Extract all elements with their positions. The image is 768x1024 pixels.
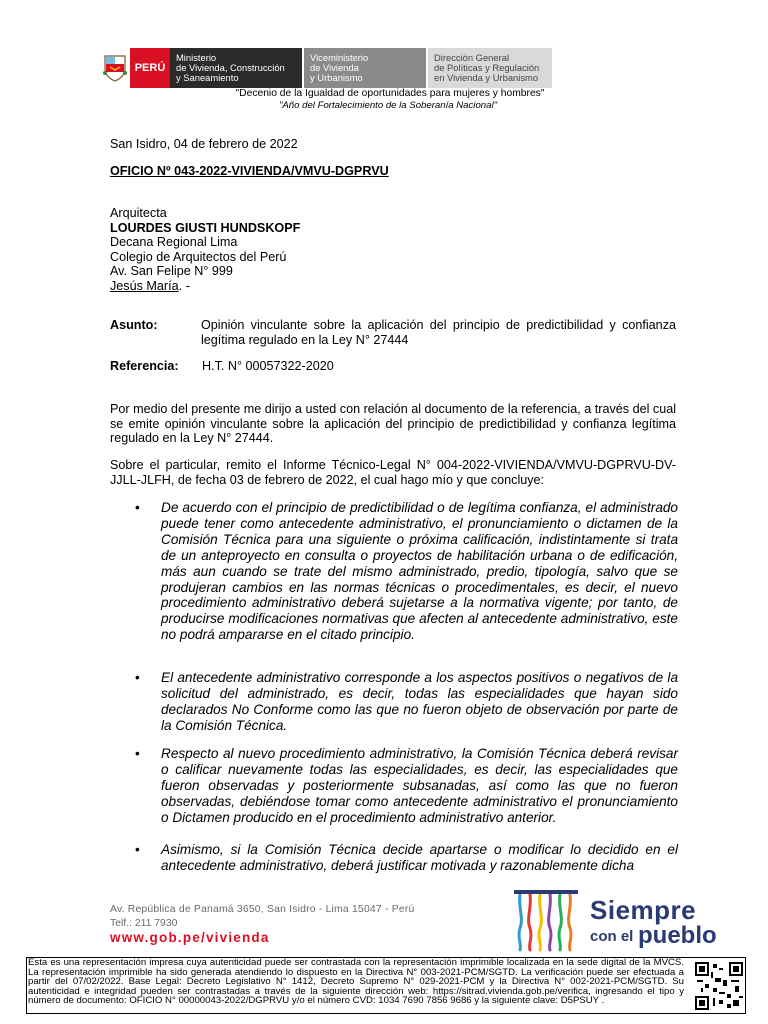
referencia-text: H.T. N° 00057322-2020 bbox=[202, 359, 334, 373]
viceministry-name: Viceministerio de Vivienda y Urbanismo bbox=[302, 48, 426, 88]
addressee-district: Jesús María. - bbox=[110, 278, 190, 293]
addressee-name: LOURDES GIUSTI HUNDSKOPF bbox=[110, 220, 301, 235]
decenio-motto: "Decenio de la Igualdad de oportunidades para mujeres y hombres" bbox=[235, 88, 545, 99]
footer-website-link[interactable]: www.gob.pe/vivienda bbox=[110, 930, 270, 945]
slogan-siempre: Siempre bbox=[590, 895, 697, 925]
ministry-name: Ministerio de Vivienda, Construcción y Saneamiento bbox=[170, 48, 302, 88]
addressee-title: Arquitecta bbox=[110, 206, 167, 220]
verification-text: Esta es una representación impresa cuya autenticidad puede ser contrastada con la representación imprimible localizada en la sede digital de la MVCS. La representación imprimible ha sido generada atendiendo lo dispuesto en la Directiva N° 003-2021-PCM/SGTD. La verificación puede ser efectuada a partir del 07/02/2022. Base Legal: Decreto Legislativo N° 1412, Decreto Supremo N° 029-2021-PCM y la Directiva N° 002-2021-PCM/SGTD. Su autenticidad e integridad pueden ser contrastadas a través de la siguiente dirección web: https://sitrad.vivienda.gob.pe/verifica, ingresando el tipo y número de documento: OFICIO N° 00000043-2022/DGPRVU y/o el número CVD: 1034 7690 7856 9686 y la siguiente clave: D5PSUY . bbox=[28, 957, 684, 1007]
peru-label: PERÚ bbox=[130, 48, 170, 88]
oficio-number: OFICIO Nº 043-2022-VIVIENDA/VMVU-DGPRVU bbox=[110, 164, 389, 178]
footer-address: Av. República de Panamá 3650, San Isidro - Lima 15047 - Perú bbox=[110, 904, 415, 915]
direccion-name: Dirección General de Políticas y Regulación en Vivienda y Urbanismo bbox=[426, 48, 552, 88]
slogan-con-el: con el bbox=[590, 928, 634, 945]
qr-code-icon bbox=[695, 962, 743, 1010]
slogan-pueblo: pueblo bbox=[638, 922, 717, 949]
body-paragraph-1: Por medio del presente me dirijo a usted con relación al documento de la referencia, a través del cual se emite opinión vinculante sobre la aplicación del principio de predictibilidad y confianza legítima regulado en la Ley N° 27444. bbox=[110, 402, 676, 446]
addressee-block bbox=[110, 206, 300, 294]
asunto-text: Opinión vinculante sobre la aplicación del principio de predictibilidad y confianza legítima regulado en la Ley N° 27444 bbox=[201, 318, 676, 347]
body-paragraph-2: Sobre el particular, remito el Informe Técnico-Legal N° 004-2022-VIVIENDA/VMVU-DGPRVU-DV-JJLL-JLFH, de fecha 03 de febrero de 2022, el cual hago mío y que concluye: bbox=[110, 458, 676, 487]
coat-of-arms-icon bbox=[100, 48, 130, 88]
addressee-organization: Colegio de Arquitectos del Perú bbox=[110, 249, 287, 264]
conclusion-list-item: • De acuerdo con el principio de predictibilidad o de legítima confianza, el administrado puede tener como antecedente administrativo, el pronunciamiento o dictamen de la Comisión Técnica para una siguiente o próxima calificación, indistintamente si trata de un anteproyecto en consulta o proyectos de habilitación urbana o de edificación, más aun cuando se trate del mismo administrado, predio, tipología, salvo que se produjeran cambios en las normas técnicas o procedimentales, es decir, el nuevo procedimiento administrativo deberá sujetarse a la normativa vigente; por tanto, de producirse modificaciones normativas que afecten al antecedente administrativo, este no podrá ampararse en el citado principio. bbox=[135, 500, 678, 643]
asunto-label: Asunto: bbox=[110, 318, 158, 332]
year-motto: "Año del Fortalecimiento de la Soberanía Nacional" bbox=[278, 100, 497, 111]
letter-date: San Isidro, 04 de febrero de 2022 bbox=[110, 137, 298, 151]
conclusion-list-item: • Respecto al nuevo procedimiento administrativo, la Comisión Técnica deberá revisar o calificar nuevamente todas las especialidades, es decir, las especialidades que fueron observadas y posteriormente subsanadas, así como las que no fueron observadas, debiéndose tomar como antecedente administrativo el pronunciamiento o Dictamen producido en el procedimiento administrativo anterior. bbox=[135, 746, 678, 825]
conclusion-list-item: • El antecedente administrativo corresponde a los aspectos positivos o negativos de la solicitud del administrado, es decir, todas las especialidades que hayan sido declarados No Conforme como las que no fueron objeto de observación por parte de la Comisión Técnica. bbox=[135, 670, 678, 733]
conclusion-list-item: • Asimismo, si la Comisión Técnica decide apartarse o modificar lo decidido en el antecedente administrativo, deberá justificar motivada y razonablemente dicha bbox=[135, 842, 678, 873]
addressee-position: Decana Regional Lima bbox=[110, 235, 238, 250]
ministry-logo-bar bbox=[100, 48, 552, 88]
addressee-address: Av. San Felipe N° 999 bbox=[110, 264, 233, 279]
footer-phone: Telf.: 211 7930 bbox=[110, 918, 178, 929]
referencia-label: Referencia: bbox=[110, 359, 179, 373]
